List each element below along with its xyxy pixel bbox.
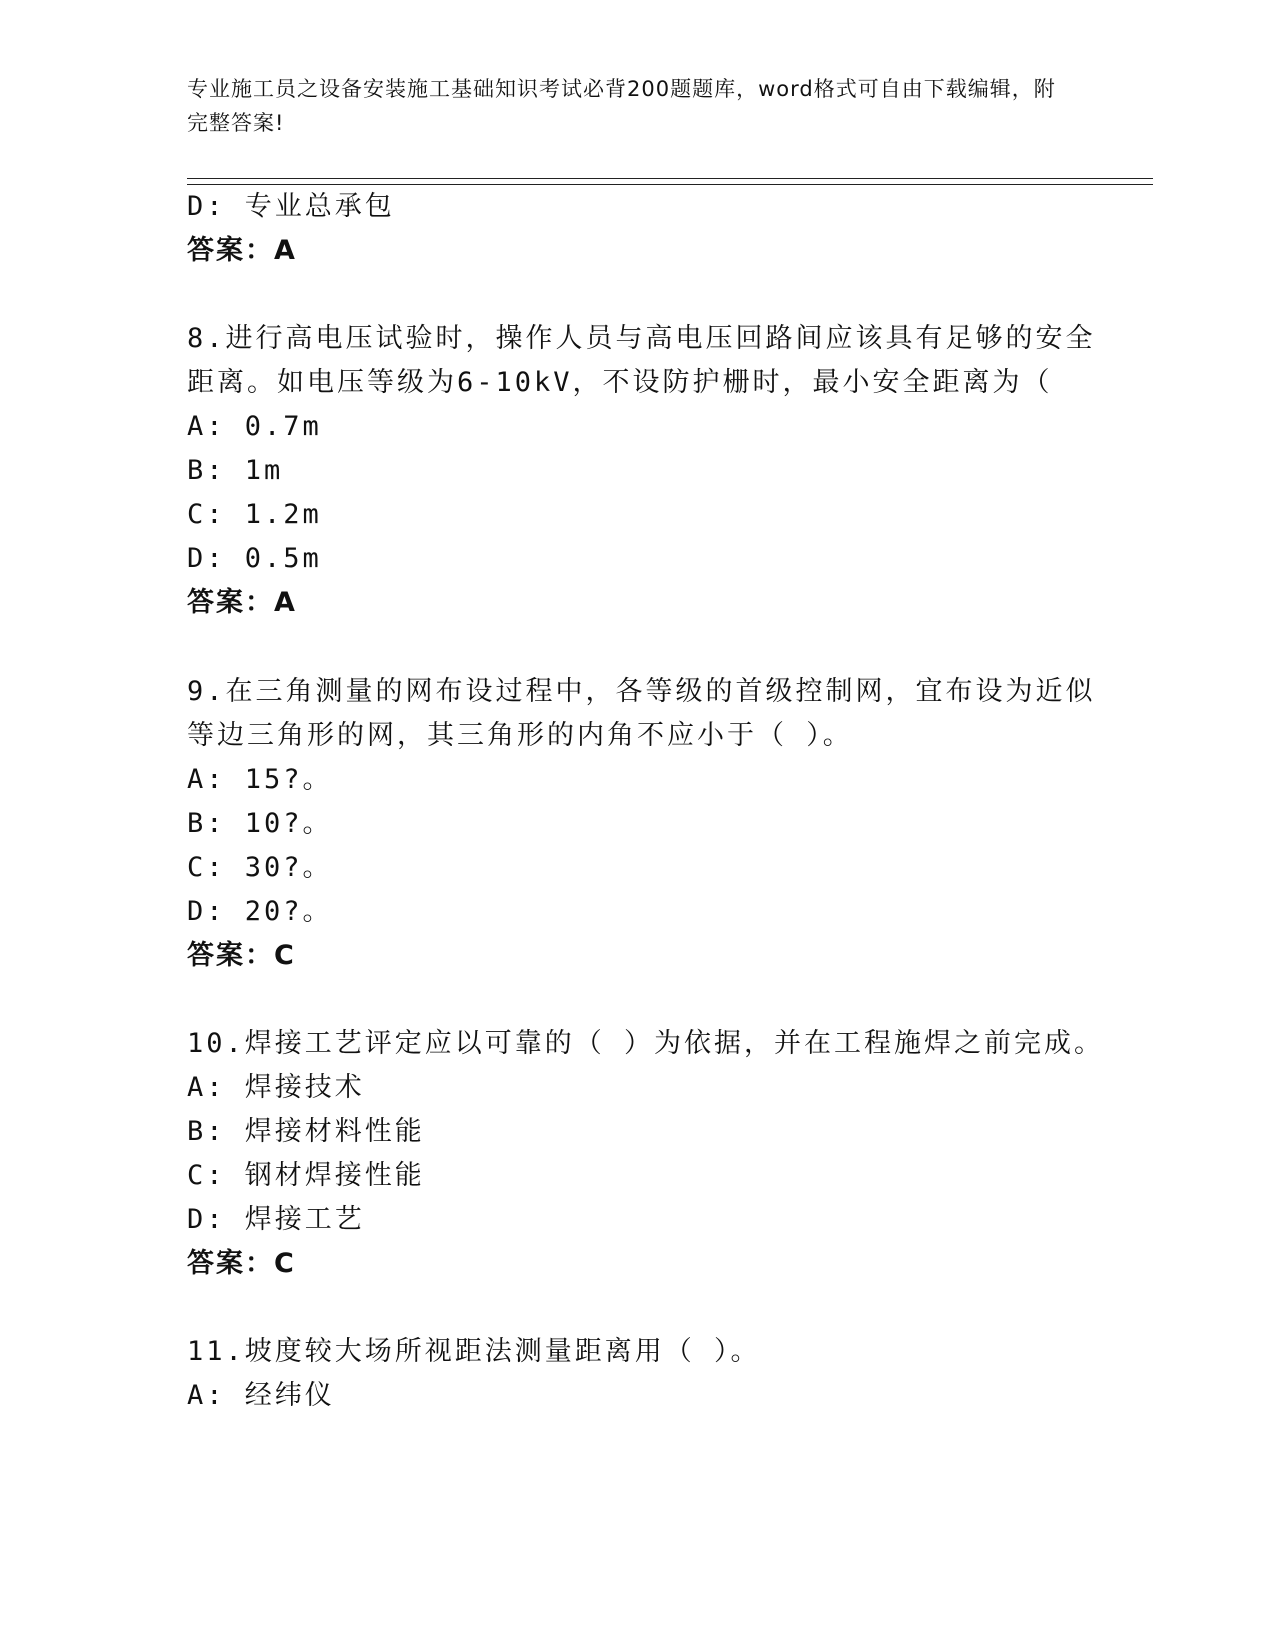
option-line [187,1114,425,1150]
option-line [187,189,395,225]
option-line [187,1070,365,1106]
question-text-line [187,718,853,754]
option-text: 专业总承包 [244,191,395,222]
option-line [187,497,322,533]
option-line [187,409,322,445]
answer-value: C [274,940,296,971]
option-label: C: [187,1160,226,1191]
option-text: 0.5m [244,543,322,574]
header-text: 专业施工员之设备安装施工基础知识考试必背200题题库，word格式可自由下载编辑，附完整答案! [187,77,1056,135]
option-text: 焊接技术 [244,1072,365,1103]
header-divider-top [187,178,1153,179]
answer-value: A [274,587,297,618]
header-divider-bottom [187,184,1153,185]
option-line [187,1158,425,1194]
option-text: 15?。 [244,764,333,795]
document-header [187,72,1067,140]
answer-label: 答案： [187,1248,274,1279]
option-line [187,541,322,577]
answer-label: 答案： [187,940,274,971]
option-text: 钢材焊接性能 [244,1160,425,1191]
option-label: A: [187,764,226,795]
option-label: B: [187,808,226,839]
question-text: 8.进行高电压试验时，操作人员与高电压回路间应该具有足够的安全 [187,323,1096,354]
option-line [187,762,333,798]
option-text: 10?。 [244,808,333,839]
question-text: 距离。如电压等级为6-10kV，不设防护栅时，最小安全距离为（ [187,367,1053,398]
option-text: 经纬仪 [244,1380,335,1411]
option-label: C: [187,852,226,883]
option-label: D: [187,896,226,927]
answer-value: A [274,235,297,266]
question-text: 11.坡度较大场所视距法测量距离用（ ）。 [187,1336,761,1367]
option-text: 30?。 [244,852,333,883]
option-line [187,1202,365,1238]
question-text: 10.焊接工艺评定应以可靠的（ ）为依据，并在工程施焊之前完成。 [187,1028,1105,1059]
option-label: B: [187,1116,226,1147]
question-text-line [187,1334,761,1370]
option-label: B: [187,455,226,486]
answer-label: 答案： [187,235,274,266]
option-label: D: [187,1204,226,1235]
option-line [187,453,283,489]
question-text-line [187,321,1096,357]
answer-label: 答案： [187,587,274,618]
option-text: 0.7m [244,411,322,442]
option-line [187,894,333,930]
answer-line [187,938,296,974]
question-text: 9.在三角测量的网布设过程中，各等级的首级控制网，宜布设为近似 [187,676,1096,707]
option-label: A: [187,1380,226,1411]
option-text: 20?。 [244,896,333,927]
option-label: C: [187,499,226,530]
option-label: D: [187,543,226,574]
option-line [187,850,333,886]
option-line [187,806,333,842]
option-label: A: [187,1072,226,1103]
answer-line [187,233,297,269]
option-text: 焊接材料性能 [244,1116,425,1147]
question-text-line [187,365,1053,401]
question-text-line [187,674,1096,710]
option-text: 焊接工艺 [244,1204,365,1235]
option-label: A: [187,411,226,442]
question-text-line [187,1026,1104,1062]
answer-line [187,585,297,621]
option-text: 1m [244,455,284,486]
option-label: D: [187,191,226,222]
option-text: 1.2m [244,499,322,530]
option-line [187,1378,335,1414]
answer-value: C [274,1248,296,1279]
question-text: 等边三角形的网，其三角形的内角不应小于（ ）。 [187,720,853,751]
answer-line [187,1246,296,1282]
